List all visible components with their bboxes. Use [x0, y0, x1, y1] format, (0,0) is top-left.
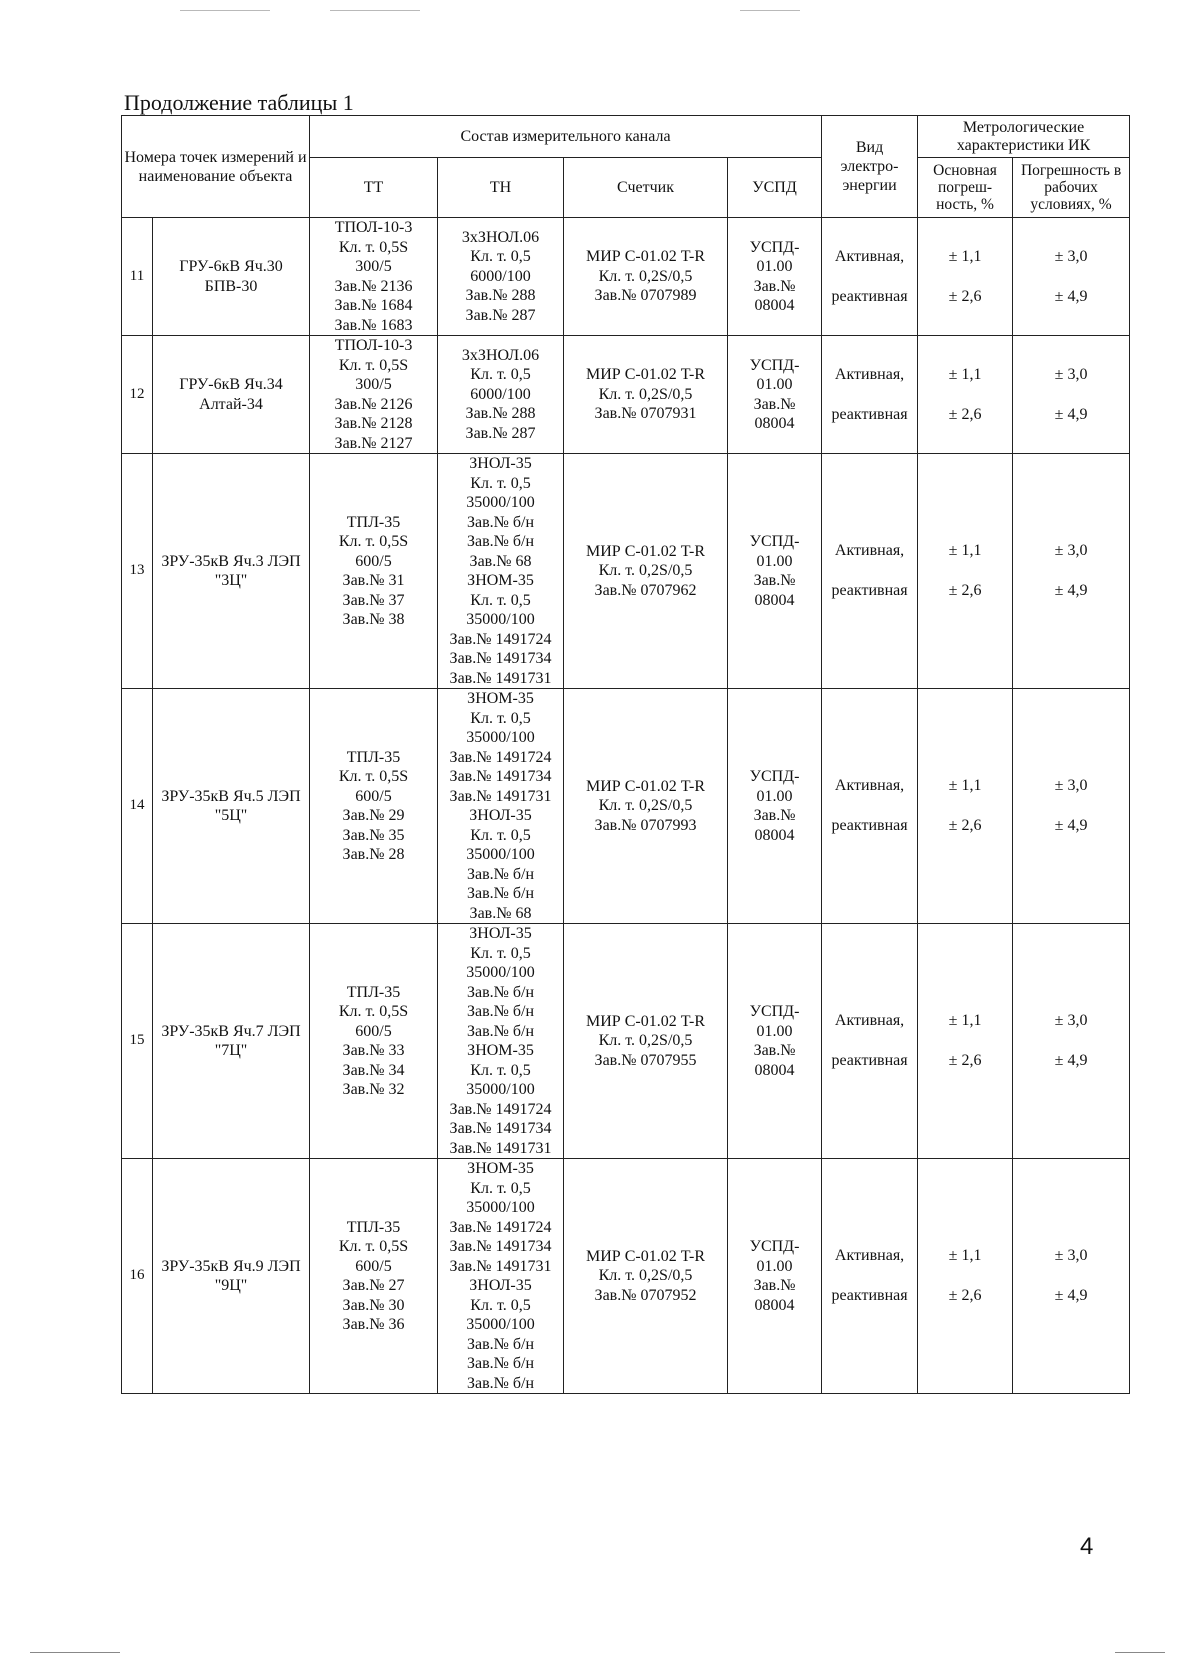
tn-cell-line: 35000/100 [466, 846, 535, 863]
uspd-cell-line: Зав.№ [753, 395, 796, 413]
row-number: 16 [122, 1159, 153, 1394]
scan-artifact [180, 10, 270, 11]
work-value: ± 3,0 [1054, 542, 1088, 559]
tn-cell-line: ЗНОМ-35 [467, 1042, 534, 1059]
tt-cell-line: ТПЛ-35 [346, 1218, 401, 1236]
meter-cell-line: Зав.№ 0707931 [594, 405, 697, 423]
table-row [122, 336, 1130, 454]
tn-cell-line: Зав.№ 288 [465, 405, 536, 423]
tn-cell-line: Кл. т. 0,5 [470, 826, 531, 844]
header-metro: Метрологические характеристики ИК [918, 116, 1130, 158]
uspd-cell-line: 08004 [754, 1296, 795, 1314]
tn-cell-line: Кл. т. 0,5 [470, 248, 531, 266]
tn-cell-line: Зав.№ 287 [465, 306, 536, 324]
base-cell [918, 218, 1013, 336]
base-value: ± 1,1 [948, 777, 982, 794]
uspd-cell [728, 336, 822, 454]
energy-value: реактивная [831, 1287, 908, 1304]
work-value: ± 4,9 [1054, 1287, 1088, 1304]
tt-cell [310, 924, 438, 1159]
energy-value: Активная, [834, 1247, 905, 1264]
tn-cell [438, 336, 564, 454]
tt-cell-line: Зав.№ 2127 [334, 434, 413, 452]
row-number: 12 [122, 336, 153, 454]
uspd-cell-line: УСПД- [749, 768, 800, 785]
energy-cell [822, 454, 918, 689]
tn-cell-line: Зав.№ 1491731 [449, 1139, 552, 1157]
tt-cell-line: ТПЛ-35 [346, 983, 401, 1001]
tn-cell-line: Зав.№ 288 [465, 287, 536, 305]
energy-value: Активная, [834, 542, 905, 559]
base-value: ± 2,6 [948, 405, 982, 423]
tn-cell-line: Кл. т. 0,5 [470, 366, 531, 384]
meter-cell-line: Кл. т. 0,2S/0,5 [598, 1032, 693, 1050]
uspd-cell-line: 01.00 [756, 787, 793, 805]
object-name-cell-line: "3Ц" [214, 572, 248, 589]
tn-cell [438, 454, 564, 689]
tn-cell-line: Зав.№ 1491731 [449, 669, 552, 687]
tn-cell-line: Зав.№ 68 [469, 552, 532, 570]
work-value: ± 4,9 [1054, 582, 1088, 599]
tn-cell-line: Зав.№ б/н [466, 1335, 535, 1353]
tt-cell-line: Зав.№ 34 [342, 1061, 405, 1079]
meter-cell-line: МИР С-01.02 T-R [586, 1012, 705, 1030]
header-points: Номера точек измерений и наименование объекта [122, 116, 310, 218]
tn-cell-line: Зав.№ 1491731 [449, 787, 552, 805]
tn-cell-line: ЗНОМ-35 [467, 572, 534, 589]
meter-cell-line: Кл. т. 0,2S/0,5 [598, 385, 693, 403]
base-value: ± 2,6 [948, 287, 982, 305]
meter-cell [564, 924, 728, 1159]
uspd-cell-line: Зав.№ [753, 807, 796, 824]
tt-cell-line: Зав.№ 28 [342, 846, 405, 863]
object-name-cell-line: "7Ц" [214, 1042, 248, 1059]
tn-cell-line: Зав.№ 1491734 [449, 650, 552, 667]
work-value: ± 3,0 [1054, 247, 1088, 265]
measurement-table [121, 115, 1130, 1394]
meter-cell-line: МИР С-01.02 T-R [586, 248, 705, 266]
tt-cell-line: 600/5 [355, 552, 392, 570]
tn-cell-line: ЗНОЛ-35 [469, 1277, 532, 1294]
tt-cell-line: 300/5 [355, 258, 392, 275]
table-row [122, 454, 1130, 689]
base-value: ± 1,1 [948, 1247, 982, 1264]
tn-cell-line: ЗНОЛ-35 [469, 807, 532, 824]
base-cell [918, 924, 1013, 1159]
meter-cell [564, 454, 728, 689]
header-channel: Состав измерительного канала [310, 116, 822, 158]
meter-cell [564, 1159, 728, 1394]
work-value: ± 3,0 [1054, 1012, 1088, 1029]
header-meter: Счетчик [564, 158, 728, 218]
tt-cell-line: Кл. т. 0,5S [338, 1003, 409, 1020]
energy-cell [822, 1159, 918, 1394]
tt-cell-line: 600/5 [355, 1022, 392, 1040]
header-tt: ТТ [310, 158, 438, 218]
base-value: ± 1,1 [948, 247, 982, 265]
work-value: ± 4,9 [1054, 405, 1088, 423]
scan-artifact [30, 1652, 120, 1653]
table-row [122, 1159, 1130, 1394]
uspd-cell [728, 1159, 822, 1394]
object-name-cell [153, 1159, 310, 1394]
tt-cell-line: ТПЛ-35 [346, 513, 401, 531]
uspd-cell [728, 218, 822, 336]
meter-cell-line: Зав.№ 0707962 [594, 581, 697, 599]
tn-cell-line: Зав.№ 68 [469, 904, 532, 922]
scan-artifact [1115, 1652, 1165, 1653]
tt-cell-line: Зав.№ 31 [342, 572, 405, 589]
work-cell [1013, 336, 1130, 454]
tt-cell-line: Кл. т. 0,5S [338, 533, 409, 550]
header-energy: Вид электро-энергии [822, 116, 918, 218]
object-name-cell [153, 689, 310, 924]
base-value: ± 2,6 [948, 1052, 982, 1069]
work-cell [1013, 689, 1130, 924]
uspd-cell-line: Зав.№ [753, 277, 796, 295]
base-cell [918, 454, 1013, 689]
tn-cell-line: 6000/100 [470, 267, 531, 285]
tn-cell-line: Зав.№ 1491731 [449, 1257, 552, 1275]
object-name-cell-line: "9Ц" [214, 1277, 248, 1294]
scan-artifact [330, 10, 420, 11]
work-cell [1013, 924, 1130, 1159]
object-name-cell [153, 454, 310, 689]
tt-cell-line: 300/5 [355, 376, 392, 393]
tt-cell [310, 218, 438, 336]
tn-cell-line: Зав.№ б/н [466, 1022, 535, 1040]
tn-cell-line: Зав.№ 1491734 [449, 1238, 552, 1255]
tn-cell-line: Зав.№ 1491734 [449, 1120, 552, 1137]
uspd-cell-line: УСПД- [749, 356, 800, 374]
object-name-cell-line: ЗРУ-35кВ Яч.3 ЛЭП [161, 552, 301, 570]
header-work-error: Погрешность в рабочих условиях, % [1013, 158, 1130, 218]
tn-cell-line: Кл. т. 0,5 [470, 474, 531, 492]
tt-cell-line: Зав.№ 38 [342, 611, 405, 628]
table-body [122, 218, 1130, 1394]
tn-cell-line: 35000/100 [466, 729, 535, 746]
tn-cell-line: Кл. т. 0,5 [470, 944, 531, 962]
tn-cell-line: ЗНОМ-35 [467, 1160, 534, 1177]
tt-cell-line: Кл. т. 0,5S [338, 768, 409, 785]
base-cell [918, 1159, 1013, 1394]
tn-cell-line: 35000/100 [466, 964, 535, 981]
tt-cell-line: Зав.№ 1684 [334, 297, 413, 314]
header-base-error: Основная погреш-ность, % [918, 158, 1013, 218]
uspd-cell-line: 01.00 [756, 552, 793, 570]
uspd-cell-line: УСПД- [749, 238, 800, 256]
base-value: ± 1,1 [948, 1012, 982, 1029]
meter-cell-line: Кл. т. 0,2S/0,5 [598, 562, 693, 580]
meter-cell-line: Зав.№ 0707989 [594, 287, 697, 305]
tn-cell [438, 924, 564, 1159]
object-name-cell [153, 218, 310, 336]
energy-cell [822, 336, 918, 454]
tt-cell [310, 689, 438, 924]
tt-cell-line: ТПОЛ-10-3 [334, 337, 413, 354]
tt-cell-line: Зав.№ 30 [342, 1296, 405, 1314]
tn-cell-line: Кл. т. 0,5 [470, 1179, 531, 1197]
meter-cell [564, 689, 728, 924]
tn-cell-line: Зав.№ 287 [465, 424, 536, 442]
object-name-cell-line: ЗРУ-35кВ Яч.9 ЛЭП [161, 1257, 301, 1275]
tn-cell-line: Зав.№ б/н [466, 885, 535, 902]
tn-cell-line: Зав.№ 1491734 [449, 768, 552, 785]
base-value: ± 2,6 [948, 817, 982, 834]
meter-cell-line: Зав.№ 0707993 [594, 816, 697, 834]
page-number: 4 [1080, 1533, 1094, 1560]
base-cell [918, 689, 1013, 924]
work-cell [1013, 218, 1130, 336]
tn-cell-line: Кл. т. 0,5 [470, 1061, 531, 1079]
uspd-cell-line: УСПД- [749, 533, 800, 550]
uspd-cell-line: УСПД- [749, 1238, 800, 1255]
tn-cell [438, 1159, 564, 1394]
tn-cell-line: Кл. т. 0,5 [470, 591, 531, 609]
uspd-cell-line: 08004 [754, 297, 795, 314]
tn-cell-line: Зав.№ б/н [466, 1374, 535, 1392]
uspd-cell-line: 01.00 [756, 258, 793, 275]
tn-cell-line: ЗНОЛ-35 [469, 925, 532, 942]
table-row [122, 924, 1130, 1159]
meter-cell-line: Зав.№ 0707952 [594, 1286, 697, 1304]
uspd-cell [728, 454, 822, 689]
tt-cell-line: ТПОЛ-10-3 [334, 219, 413, 236]
table-row [122, 689, 1130, 924]
tt-cell-line: Зав.№ 32 [342, 1081, 405, 1098]
energy-value: реактивная [831, 582, 908, 599]
object-name-cell-line: ЗРУ-35кВ Яч.7 ЛЭП [161, 1022, 301, 1040]
energy-value: Активная, [834, 365, 905, 383]
tt-cell-line: Кл. т. 0,5S [338, 1238, 409, 1255]
energy-value: реактивная [831, 287, 908, 305]
uspd-cell-line: 01.00 [756, 1257, 793, 1275]
base-value: ± 1,1 [948, 542, 982, 559]
uspd-cell-line: 08004 [754, 826, 795, 844]
tn-cell-line: 35000/100 [466, 1316, 535, 1333]
meter-cell-line: МИР С-01.02 T-R [586, 1247, 705, 1265]
tn-cell-line: ЗНОМ-35 [467, 690, 534, 707]
meter-cell [564, 218, 728, 336]
tn-cell-line: Зав.№ б/н [466, 865, 535, 883]
tn-cell-line: Зав.№ 1491724 [449, 630, 552, 648]
tt-cell [310, 1159, 438, 1394]
tt-cell-line: Зав.№ 2126 [334, 395, 413, 413]
meter-cell-line: МИР С-01.02 T-R [586, 366, 705, 384]
tn-cell-line: Кл. т. 0,5 [470, 709, 531, 727]
energy-cell [822, 218, 918, 336]
tn-cell-line: Зав.№ б/н [466, 983, 535, 1001]
tt-cell-line: ТПЛ-35 [346, 748, 401, 766]
uspd-cell [728, 689, 822, 924]
object-name-cell-line: Алтай-34 [199, 395, 263, 413]
work-value: ± 3,0 [1054, 777, 1088, 794]
tn-cell-line: Кл. т. 0,5 [470, 1296, 531, 1314]
tt-cell-line: Зав.№ 2128 [334, 415, 413, 432]
meter-cell-line: Зав.№ 0707955 [594, 1051, 697, 1069]
tn-cell-line: 3хЗНОЛ.06 [461, 228, 540, 246]
tn-cell-line: 35000/100 [466, 611, 535, 628]
tn-cell-line: ЗНОЛ-35 [469, 455, 532, 472]
meter-cell-line: МИР С-01.02 T-R [586, 777, 705, 795]
uspd-cell-line: 08004 [754, 591, 795, 609]
header-uspd: УСПД [728, 158, 822, 218]
uspd-cell-line: 01.00 [756, 1022, 793, 1040]
energy-value: Активная, [834, 777, 905, 794]
energy-value: реактивная [831, 817, 908, 834]
energy-value: реактивная [831, 1052, 908, 1069]
work-cell [1013, 1159, 1130, 1394]
tt-cell-line: Зав.№ 27 [342, 1277, 405, 1294]
energy-value: Активная, [834, 247, 905, 265]
meter-cell-line: Кл. т. 0,2S/0,5 [598, 1267, 693, 1285]
tt-cell-line: Зав.№ 37 [342, 591, 405, 609]
tn-cell [438, 689, 564, 924]
tn-cell-line: Зав.№ 1491724 [449, 748, 552, 766]
row-number: 13 [122, 454, 153, 689]
object-name-cell [153, 336, 310, 454]
object-name-cell-line: БПВ-30 [204, 277, 258, 295]
uspd-cell-line: Зав.№ [753, 1042, 796, 1059]
scan-artifact [740, 10, 800, 11]
base-value: ± 1,1 [948, 365, 982, 383]
tt-cell-line: Кл. т. 0,5S [338, 238, 409, 256]
tn-cell-line: 35000/100 [466, 1199, 535, 1216]
table-row [122, 218, 1130, 336]
table-caption: Продолжение таблицы 1 [124, 90, 354, 115]
meter-cell-line: Кл. т. 0,2S/0,5 [598, 797, 693, 815]
tn-cell-line: Зав.№ б/н [466, 1003, 535, 1020]
energy-cell [822, 924, 918, 1159]
uspd-cell [728, 924, 822, 1159]
work-value: ± 4,9 [1054, 287, 1088, 305]
row-number: 15 [122, 924, 153, 1159]
row-number: 11 [122, 218, 153, 336]
tn-cell-line: Зав.№ 1491724 [449, 1218, 552, 1236]
uspd-cell-line: 01.00 [756, 376, 793, 393]
work-value: ± 4,9 [1054, 817, 1088, 834]
uspd-cell-line: 08004 [754, 415, 795, 432]
object-name-cell-line: ГРУ-6кВ Яч.34 [179, 376, 283, 393]
object-name-cell-line: ЗРУ-35кВ Яч.5 ЛЭП [161, 787, 301, 805]
tt-cell-line: Зав.№ 33 [342, 1042, 405, 1059]
energy-value: реактивная [831, 405, 908, 423]
tt-cell-line: Зав.№ 36 [342, 1316, 405, 1333]
tn-cell-line: Зав.№ б/н [466, 533, 535, 550]
header-tn: ТН [438, 158, 564, 218]
tn-cell-line: 3хЗНОЛ.06 [461, 346, 540, 364]
object-name-cell [153, 924, 310, 1159]
uspd-cell-line: 08004 [754, 1061, 795, 1079]
work-cell [1013, 454, 1130, 689]
object-name-cell-line: "5Ц" [214, 807, 248, 824]
energy-cell [822, 689, 918, 924]
energy-value: Активная, [834, 1012, 905, 1029]
tn-cell [438, 218, 564, 336]
tt-cell-line: 600/5 [355, 787, 392, 805]
meter-cell-line: МИР С-01.02 T-R [586, 542, 705, 560]
meter-cell-line: Кл. т. 0,2S/0,5 [598, 267, 693, 285]
tn-cell-line: Зав.№ 1491724 [449, 1100, 552, 1118]
tt-cell-line: Зав.№ 29 [342, 807, 405, 824]
uspd-cell-line: Зав.№ [753, 1277, 796, 1294]
tt-cell-line: Зав.№ 2136 [334, 277, 413, 295]
row-number: 14 [122, 689, 153, 924]
uspd-cell-line: УСПД- [749, 1003, 800, 1020]
tn-cell-line: Зав.№ б/н [466, 513, 535, 531]
work-value: ± 3,0 [1054, 1247, 1088, 1264]
uspd-cell-line: Зав.№ [753, 572, 796, 589]
meter-cell [564, 336, 728, 454]
tn-cell-line: Зав.№ б/н [466, 1355, 535, 1372]
object-name-cell-line: ГРУ-6кВ Яч.30 [179, 258, 283, 275]
work-value: ± 4,9 [1054, 1052, 1088, 1069]
tt-cell-line: Зав.№ 35 [342, 826, 405, 844]
tt-cell [310, 336, 438, 454]
tn-cell-line: 35000/100 [466, 1081, 535, 1098]
tt-cell-line: Кл. т. 0,5S [338, 356, 409, 374]
tt-cell [310, 454, 438, 689]
base-value: ± 2,6 [948, 1287, 982, 1304]
tt-cell-line: 600/5 [355, 1257, 392, 1275]
tn-cell-line: 6000/100 [470, 385, 531, 403]
tt-cell-line: Зав.№ 1683 [334, 316, 413, 334]
tn-cell-line: 35000/100 [466, 494, 535, 511]
work-value: ± 3,0 [1054, 365, 1088, 383]
base-value: ± 2,6 [948, 582, 982, 599]
base-cell [918, 336, 1013, 454]
